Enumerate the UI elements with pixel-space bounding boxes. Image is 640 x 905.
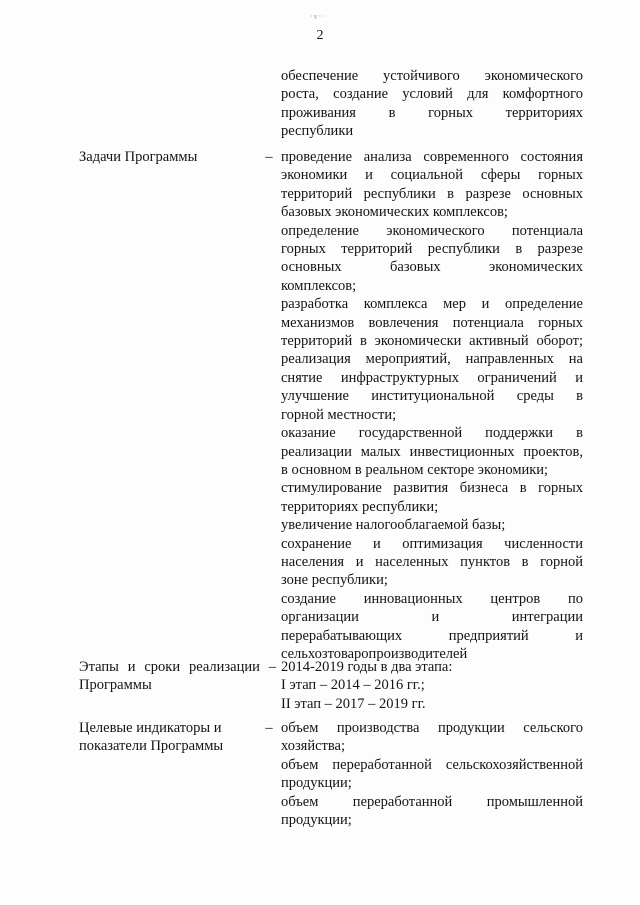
text-line: сельхозтоваропроизводителей	[281, 645, 468, 662]
text-line: территорий республики в разрезе основных	[281, 185, 583, 202]
indicators-dash: –	[265, 720, 273, 736]
goal-continuation-text	[281, 67, 583, 141]
text-line: механизмов вовлечения потенциала горных	[281, 314, 583, 331]
text-line: объем переработанной сельскохозяйственной	[281, 756, 583, 773]
text-line: перерабатывающих предприятий и	[281, 627, 583, 644]
indicators-text	[281, 719, 583, 829]
stages-label	[79, 658, 276, 695]
stages-label-line-1: Этапы и сроки реализации –	[79, 659, 276, 675]
text-line: оказание государственной поддержки в	[281, 425, 583, 442]
tasks-dash: –	[265, 149, 273, 165]
tasks-text	[281, 148, 583, 663]
stages-text	[281, 658, 583, 713]
text-line: 2014-2019 годы в два этапа:	[281, 659, 453, 675]
text-line: обеспечение устойчивого экономического	[281, 68, 583, 84]
stages-label-line-2: Программы	[79, 677, 152, 694]
text-line: организации и интеграции	[281, 609, 583, 626]
text-line: горных территорий республики в разрезе	[281, 241, 583, 258]
tasks-label: Задачи Программы	[79, 149, 198, 165]
text-line: основных базовых экономических	[281, 259, 583, 276]
page-number: 2	[316, 28, 324, 43]
text-line: создание инновационных центров по	[281, 590, 583, 607]
text-line: I этап – 2014 – 2016 гг.;	[281, 677, 425, 694]
text-line: снятие инфраструктурных ограничений и	[281, 369, 583, 386]
text-line: сохранение и оптимизация численности	[281, 535, 583, 552]
text-line: комплексов;	[281, 277, 357, 294]
indicators-label-line-2: показатели Программы	[79, 738, 224, 755]
text-line: в основном в реальном секторе экономики;	[281, 461, 549, 478]
text-line: продукции;	[281, 812, 352, 829]
text-line: роста, создание условий для комфортного	[281, 86, 583, 103]
text-line: улучшение институциональной среды в	[281, 388, 583, 405]
text-line: объем переработанной промышленной	[281, 793, 583, 810]
text-line: определение экономического потенциала	[281, 222, 583, 239]
text-line: хозяйства;	[281, 738, 345, 755]
text-line: реализации малых инвестиционных проектов,	[281, 443, 583, 460]
text-line: проживания в горных территориях	[281, 104, 583, 121]
text-line: базовых экономических комплексов;	[281, 204, 508, 221]
text-line: увеличение налогооблагаемой базы;	[281, 517, 506, 534]
text-line: горной местности;	[281, 406, 397, 423]
text-line: разработка комплекса мер и определение	[281, 296, 583, 313]
text-line: II этап – 2017 – 2019 гг.	[281, 695, 426, 712]
text-line: территорий в экономически активный оборот;	[281, 333, 583, 350]
indicators-label	[79, 719, 269, 756]
text-line: продукции;	[281, 775, 352, 792]
text-line: реализация мероприятий, направленных на	[281, 351, 583, 368]
text-line: экономики и социальной сферы горных	[281, 167, 583, 184]
text-line: объем производства продукции сельского	[281, 720, 583, 736]
text-line: стимулирование развития бизнеса в горных	[281, 480, 583, 497]
text-line: проведение анализа современного состояния	[281, 149, 583, 165]
scan-mark: ·v··	[310, 12, 326, 21]
indicators-label-line-1: Целевые индикаторы и	[79, 720, 222, 736]
text-line: населения и населенных пунктов в горной	[281, 553, 583, 570]
text-line: зоне республики;	[281, 572, 388, 589]
text-line: республики	[281, 123, 354, 140]
text-line: территориях республики;	[281, 498, 439, 515]
